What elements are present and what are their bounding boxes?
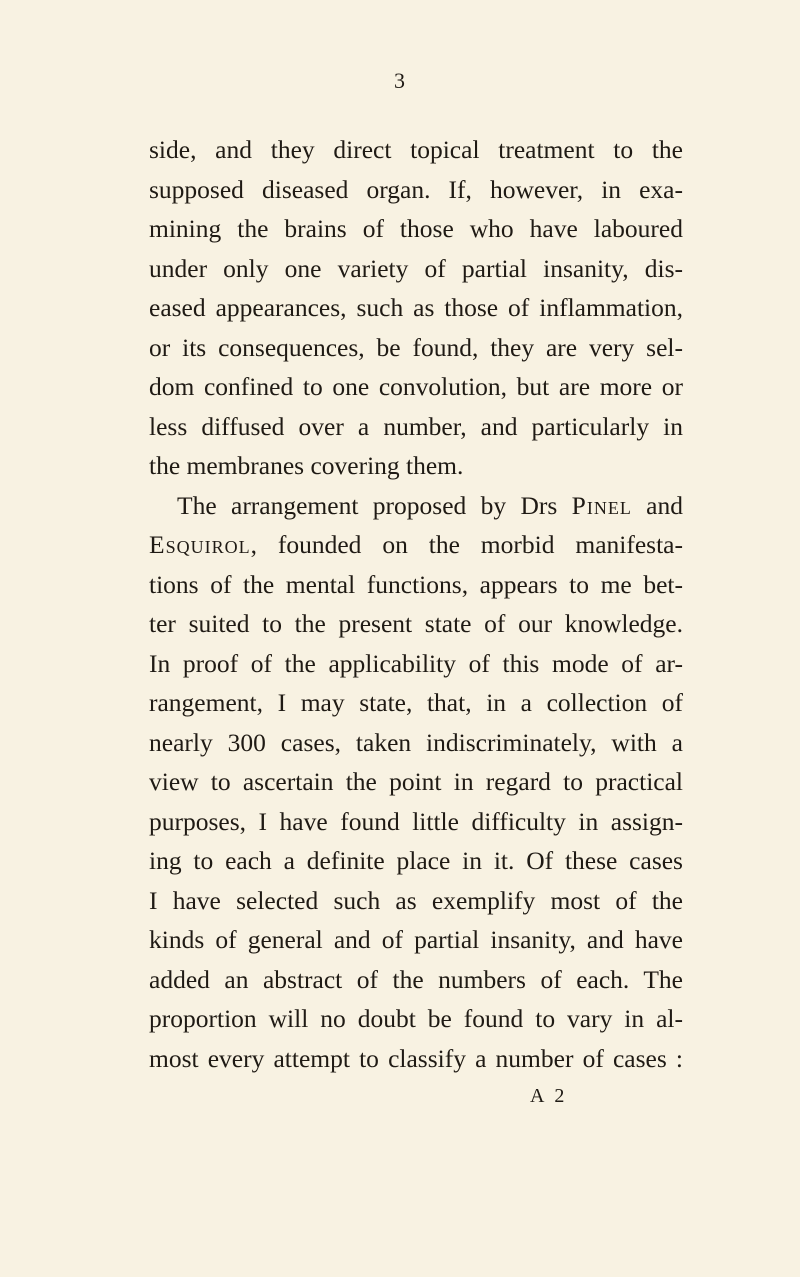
text-line: In proof of the applicability of this mode of ar- bbox=[149, 648, 683, 678]
author-name-esquirol: Esquirol bbox=[149, 530, 251, 559]
text-line: most every attempt to classify a number of cases : bbox=[149, 1043, 683, 1073]
text-line: I have selected such as exemplify most of the bbox=[149, 885, 683, 915]
text-line: or its consequences, be found, they are very sel- bbox=[149, 332, 683, 362]
text-line: nearly 300 cases, taken indiscriminately, with a bbox=[149, 727, 683, 757]
signature-mark: A 2 bbox=[530, 1085, 568, 1107]
text-line: proportion will no doubt be found to vary in al- bbox=[149, 1004, 683, 1033]
text-line: added an abstract of the numbers of each. The bbox=[149, 964, 683, 994]
text-line: ing to each a definite place in it. Of these cases bbox=[149, 846, 683, 875]
text-line: view to ascertain the point in regard to practical bbox=[149, 767, 683, 796]
text-line bbox=[149, 525, 683, 565]
body-text bbox=[149, 130, 683, 1078]
text-line: supposed diseased organ. If, however, in exa- bbox=[149, 174, 683, 204]
paragraph-start-line bbox=[149, 486, 683, 526]
text-line: ter suited to the present state of our knowledge. bbox=[149, 609, 683, 638]
text-line: purposes, I have found little difficulty in assign- bbox=[149, 806, 683, 836]
text-line: kinds of general and of partial insanity, and have bbox=[149, 925, 683, 954]
text-line: under only one variety of partial insanity, dis- bbox=[149, 253, 683, 283]
text-line: dom confined to one convolution, but are more or bbox=[149, 372, 683, 401]
text-line: the membranes covering them. bbox=[149, 451, 464, 480]
page-number: 3 bbox=[394, 68, 406, 93]
text-line: tions of the mental functions, appears to me bet- bbox=[149, 569, 683, 599]
text-line: side, and they direct topical treatment to the bbox=[149, 135, 683, 164]
text-fragment: The arrangement proposed by Drs bbox=[177, 490, 572, 520]
text-line: rangement, I may state, that, in a collection of bbox=[149, 688, 683, 717]
text-fragment: and bbox=[631, 490, 683, 520]
text-line: mining the brains of those who have laboured bbox=[149, 214, 683, 243]
text-line: less diffused over a number, and particularly in bbox=[149, 411, 683, 441]
author-name-pinel: Pinel bbox=[571, 490, 632, 520]
text-fragment: , founded on the morbid manifesta- bbox=[250, 530, 683, 559]
text-line: eased appearances, such as those of inflammation, bbox=[149, 293, 683, 322]
